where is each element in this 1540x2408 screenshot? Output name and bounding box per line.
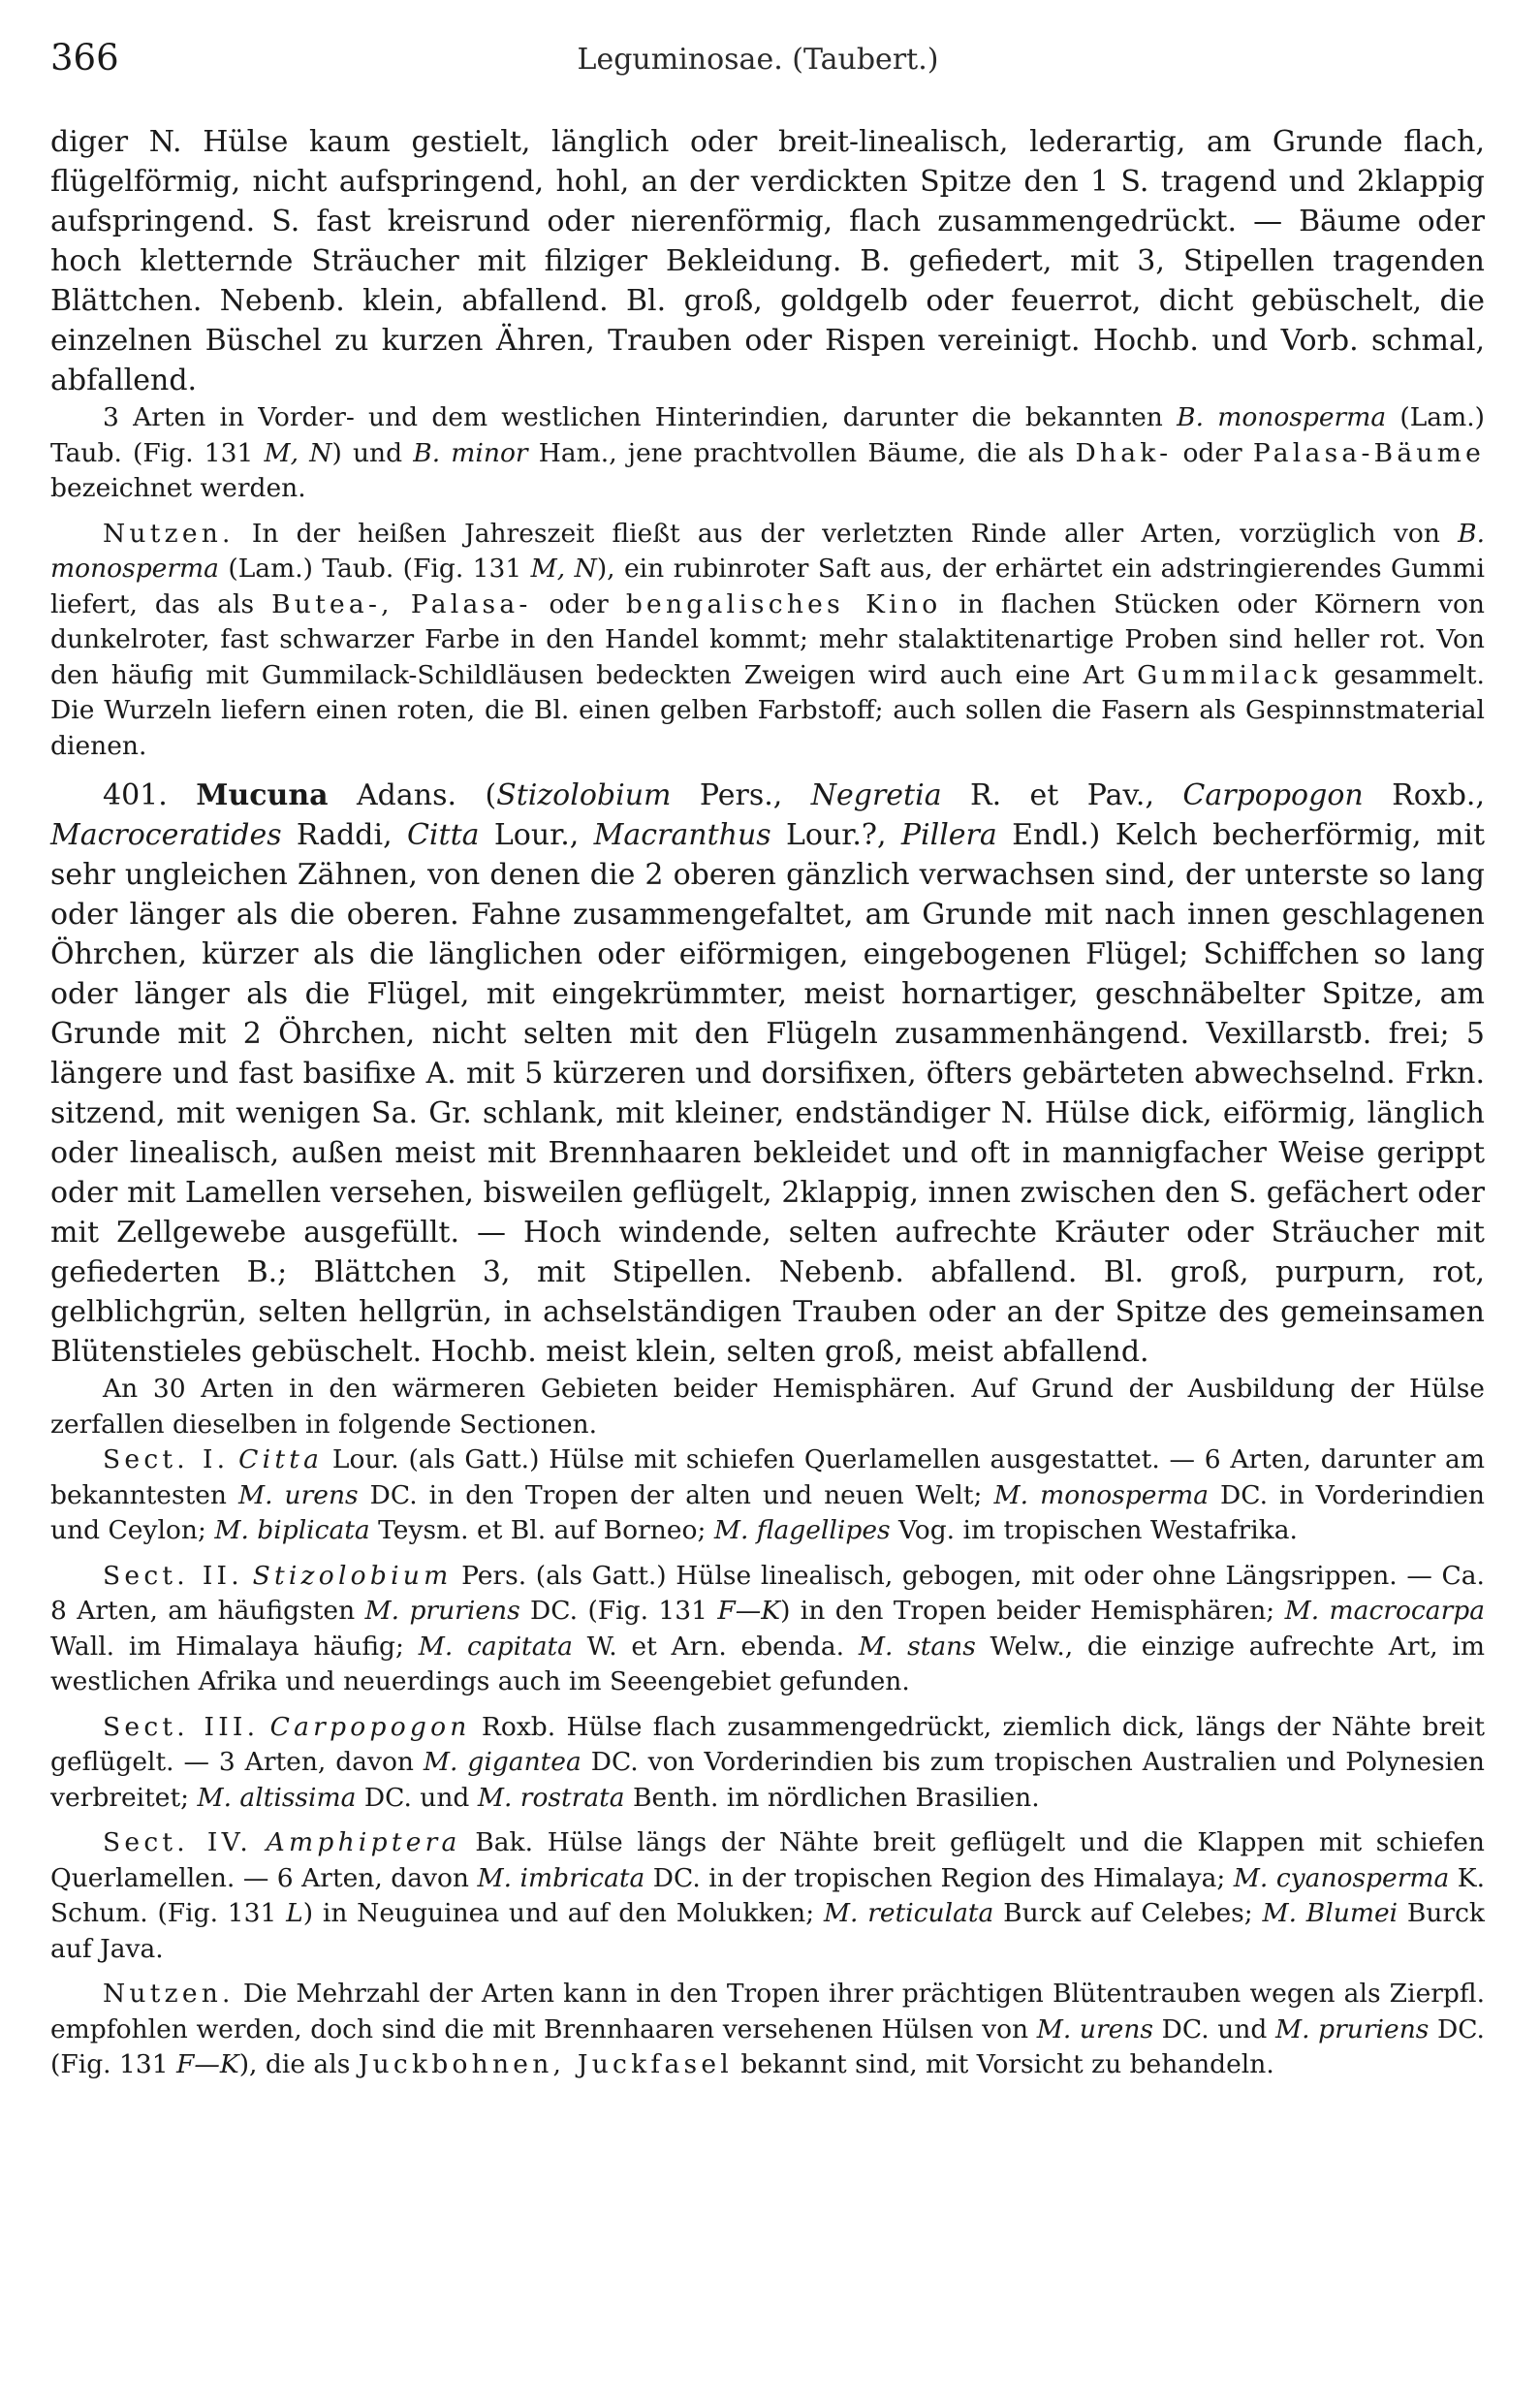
text-run: Burck auf Java. (50, 1898, 1485, 1964)
text-run: ), ein rubinroter Saft aus, der erhärtet ein adstringierendes Gummi liefert, das als (50, 554, 1485, 619)
text-run: Nutzen. (103, 518, 235, 549)
text-run: K. Schum. (Fig. 131 (50, 1862, 1486, 1928)
italic-text: Carpopogon (1182, 778, 1364, 812)
genus-401-mucuna (50, 776, 1485, 1372)
text-run: ) und (331, 437, 414, 468)
text-run: bengalisches Kino (625, 588, 942, 619)
italic-text: M. biplicata (214, 1515, 370, 1545)
text-run: Welw., die einzige aufrechte Art, im westlichen Afrika und neuerdings auch im Seeengebiet gefunden. (50, 1631, 1485, 1696)
species-count (50, 1372, 1485, 1442)
text-run: An 30 Arten in den wärmeren Gebieten beider Hemisphären. Auf Grund der Ausbildung der Hülse zerfallen dieselben in folgende Sectionen. (50, 1374, 1485, 1440)
text-run: Benth. im nördlichen Brasilien. (624, 1782, 1040, 1813)
italic-text: Carpopogon (269, 1711, 471, 1742)
italic-text: F—K (717, 1596, 781, 1626)
italic-text: M. reticulata (823, 1898, 994, 1928)
text-run: Bak. Hülse längs der Nähte breit geflügelt und die Klappen mit schiefen Querlamellen. — 6 Arten, davon (50, 1827, 1485, 1893)
running-head: Leguminosae. (Taubert.) (577, 43, 939, 77)
text-run: Endl.) Kelch becherförmig, mit sehr ungleichen Zähnen, von denen die 2 oberen gänzlich verwachsen sind, der unterste so lang oder länger als die oberen. Fahne zusammengefaltet, am Grunde mit nach innen geschlagenen Öhrchen, kürzer als die länglichen oder eiförmigen, eingebogenen Flügel; Schiffchen so lang oder länger als die Flügel, mit eingekrümmter, meist hornartiger, geschnäbelter Spitze, am Grunde mit 2 Öhrchen, nicht selten mit den Flügeln zusammenhängend. Vexillarstb. frei; 5 längere und fast basifixe A. mit 5 kürzeren und dorsifixen, öfters gebärteten abwechselnd. Frkn. sitzend, mit wenigen Sa. Gr. schlank, mit kleiner, endständiger N. Hülse dick, eiförmig, länglich oder linealisch, außen meist mit Brennhaaren bekleidet und oft in mannigfacher Weise gerippt oder mit Lamellen versehen, bisweilen geflügelt, 2klappig, innen zwischen den S. gefächert oder mit Zellgewebe ausgefüllt. — Hoch windende, selten aufrechte Kräuter oder Sträucher mit gefiederten B.; Blättchen 3, mit Stipellen. Nebenb. abfallend. Bl. groß, purpurn, rot, gelblichgrün, selten hellgrün, in achselständigen Trauben oder an der Spitze des gemeinsamen Blütenstieles gebüschelt. Hochb. meist klein, selten groß, meist abfallend. (50, 818, 1486, 1369)
text-run: ) in Neuguinea und auf den Molukken; (302, 1898, 824, 1928)
italic-text: Citta (406, 818, 480, 852)
uses-paragraph-butea (50, 517, 1485, 765)
text-run: oder (531, 588, 626, 619)
italic-text: Pillera (900, 818, 997, 852)
species-note (50, 400, 1485, 507)
text-run: Lour.?, (770, 818, 901, 852)
italic-text: M. altissima (197, 1782, 357, 1813)
text-run: Juckbohnen, Juckfasel (358, 2049, 733, 2079)
text-run (393, 589, 411, 619)
italic-text: Amphiptera (266, 1827, 461, 1857)
text-run: ) in den Tropen beider Hemisphären; (780, 1596, 1285, 1626)
italic-text: M. flagellipes (713, 1515, 891, 1545)
text-run: Raddi, (281, 818, 407, 852)
text-run: Lour. (als Gatt.) Hülse mit schiefen Querlamellen ausgestattet. — 6 Arten, darunter am bekanntesten (50, 1444, 1485, 1510)
italic-text: Stizolobium (252, 1560, 453, 1591)
text-run: W. et Arn. ebenda. (572, 1631, 859, 1662)
italic-text: M. stans (858, 1631, 976, 1662)
text-run: Adans. ( (328, 778, 497, 812)
text-run: Teysm. et Bl. auf Borneo; (369, 1515, 714, 1545)
text-run: bezeichnet werden. (50, 473, 306, 503)
text-run: Lour., (479, 818, 594, 852)
italic-text: M. gigantea (423, 1747, 581, 1777)
italic-text: M, N (530, 554, 597, 584)
italic-text: M, N (264, 437, 332, 468)
italic-text: Citta (238, 1444, 324, 1474)
italic-text: Macranthus (593, 818, 771, 852)
text-run: Pers., (671, 778, 811, 812)
page-header (50, 37, 1465, 79)
text-run: Gummilack (1137, 659, 1322, 690)
text-run: Vog. im tropischen Westafrika. (890, 1515, 1298, 1545)
text-run: Dhak- (1075, 437, 1173, 468)
text-run: Die Mehrzahl der Arten kann in den Tropen ihrer prächtigen Blütentrauben wegen als Zierpfl. empfohlen werden, doch sind die mit Brennhaaren versehenen Hülsen von (50, 1979, 1485, 2044)
text-run: R. et Pav., (941, 778, 1183, 812)
italic-text: M. macrocarpa (1284, 1596, 1485, 1626)
text-run: DC. in der tropischen Region des Himalaya; (644, 1862, 1234, 1893)
uses-paragraph-mucuna (50, 1977, 1485, 2083)
section-2-stizolobium (50, 1559, 1485, 1700)
italic-text: M. pruriens (364, 1596, 520, 1626)
italic-text: F—K (176, 2049, 239, 2079)
text-run: DC. in den Tropen der alten und neuen Welt; (358, 1479, 994, 1510)
text-run: in flachen Stücken oder Körnern von dunkelroter, fast schwarzer Farbe in den Handel kommt; mehr stalaktitenartige Proben sind heller rot. Von den häufig mit Gummilack-Schildläusen bedeckten Zweigen wird auch eine Art (50, 588, 1485, 690)
text-run: DC. (Fig. 131 (519, 1596, 718, 1626)
italic-text: L (286, 1898, 303, 1928)
text-run: DC. und (356, 1782, 478, 1813)
text-run: In der heißen Jahreszeit fließt aus der verletzten Rinde aller Arten, vorzüglich von (234, 518, 1459, 549)
text-run: Sect. I. (103, 1444, 230, 1474)
text-run: Palasa- (410, 588, 532, 619)
text-run: Roxb., (1363, 778, 1485, 812)
text-run: gesammelt. Die Wurzeln liefern einen roten, die Bl. einen gelben Farbstoff; auch sollen die Fasern als Gespinnstmaterial dienen. (50, 659, 1485, 761)
text-run: bekannt sind, mit Vorsicht zu behandeln. (732, 2049, 1274, 2079)
italic-text: M. pruriens (1274, 2013, 1430, 2044)
page-body (50, 122, 1485, 2083)
italic-text: M. cyanosperma (1233, 1862, 1450, 1893)
italic-text: M. imbricata (477, 1862, 645, 1893)
text-run: ), die als (238, 2049, 359, 2079)
text-run: Palasa-Bäume (1252, 437, 1485, 468)
genus-description-continued (50, 122, 1485, 400)
text-run: 3 Arten in Vorder- und dem westlichen Hinterindien, darunter die bekannten (103, 402, 1178, 432)
text-run: Pers. (als Gatt.) Hülse linealisch, gebogen, mit oder ohne Längsrippen. — Ca. 8 Arten, am häufigsten (50, 1560, 1485, 1626)
text-run: Burck auf Celebes; (993, 1898, 1263, 1928)
italic-text: M. rostrata (477, 1782, 625, 1813)
text-run: DC. in Vorderindien und Ceylon; (50, 1479, 1485, 1545)
italic-text: B. monosperma (1177, 402, 1387, 432)
section-3-carpopogon (50, 1710, 1485, 1817)
text-run: (Lam.) Taub. (Fig. 131 (218, 554, 531, 584)
text-run: Wall. im Himalaya häufig; (50, 1631, 419, 1662)
italic-text: M. urens (1036, 2013, 1154, 2044)
italic-text: B. minor (413, 437, 528, 468)
text-run: Roxb. Hülse flach zusammengedrückt, ziemlich dick, längs der Nähte breit geflügelt. — 3 Arten, davon (50, 1711, 1485, 1777)
text-run: Ham., jene prachtvollen Bäume, die als (527, 437, 1076, 468)
text-run: DC. (Fig. 131 (50, 2013, 1485, 2079)
italic-text: M. urens (237, 1479, 359, 1510)
genus-number: 401. (103, 778, 168, 812)
italic-text: Macroceratides (50, 818, 282, 852)
italic-text: B. monosperma (50, 518, 1485, 584)
text-run: Sect. IV. (103, 1827, 252, 1857)
italic-text: M. Blumei (1262, 1898, 1399, 1928)
text-run: Butea-, (271, 588, 393, 619)
italic-text: Stizolobium (496, 778, 672, 812)
text-run: oder (1172, 437, 1253, 468)
text-run: Sect. III. (103, 1711, 260, 1742)
page-number: 366 (50, 37, 119, 79)
text-run: (Lam.) Taub. (Fig. 131 (50, 402, 1485, 468)
text-run: DC. von Vorderindien bis zum tropischen Australien und Polynesien verbreitet; (50, 1747, 1485, 1813)
genus-name: Mucuna (196, 778, 329, 812)
text-run: DC. und (1153, 2013, 1275, 2044)
text-run: Nutzen. (103, 1979, 235, 2009)
italic-text: M. capitata (418, 1631, 573, 1662)
text-run: diger N. Hülse kaum gestielt, länglich oder breit-linealisch, lederartig, am Grunde flach, flügelförmig, nicht aufspringend, hohl, an der verdickten Spitze den 1 S. tragend und 2klappig aufspringend. S. fast kreisrund oder nierenförmig, flach zusammengedrückt. — Bäume oder hoch kletternde Sträucher mit filziger Bekleidung. B. gefiedert, mit 3, Stipellen tragenden Blättchen. Nebenb. klein, abfallend. Bl. groß, goldgelb oder feuerrot, dicht gebüschelt, die einzelnen Büschel zu kurzen Ähren, Trauben oder Rispen vereinigt. Hochb. und Vorb. schmal, abfallend. (50, 125, 1485, 397)
text-run: Sect. II. (103, 1560, 243, 1591)
italic-text: Negretia (810, 778, 942, 812)
section-1-citta (50, 1442, 1485, 1549)
section-4-amphiptera (50, 1825, 1485, 1967)
italic-text: M. monosperma (993, 1479, 1210, 1510)
